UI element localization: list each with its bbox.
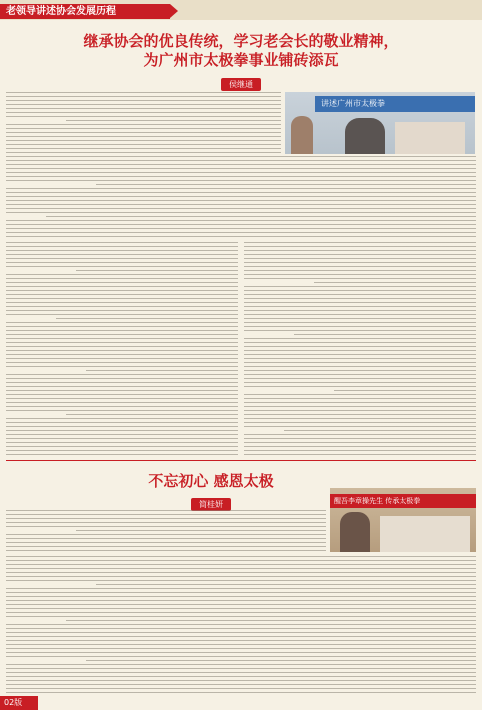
page-number: 02版 (0, 696, 38, 710)
article2-photo-banner: 醒吾李章操先生 传承太极拳 (330, 494, 476, 508)
article1-text-col-left (6, 242, 238, 456)
article2-photo (330, 488, 476, 552)
article1-title-line2: 为广州市太极拳事业铺砖添瓦 (143, 51, 339, 69)
article1-photo-banner: 讲述广州市太极拳 (315, 96, 475, 112)
article1-author: 侯继通 (221, 78, 261, 91)
article-separator (6, 460, 476, 461)
article1-text-col1a (6, 92, 281, 154)
section-banner (0, 0, 482, 20)
article2-author: 简桂妍 (191, 498, 231, 511)
article1-text-col-right (244, 242, 476, 456)
section-label: 老领导讲述协会发展历程 (0, 4, 170, 19)
article1-photo (285, 92, 475, 154)
article1-text-col1b (6, 156, 476, 240)
article2-title: 不忘初心 感恩太极 (148, 472, 274, 490)
article2-text-body (6, 556, 476, 696)
article1-title-block (0, 32, 482, 91)
article1-title-line1: 继承协会的优良传统，学习老会长的敬业精神， (83, 32, 399, 50)
